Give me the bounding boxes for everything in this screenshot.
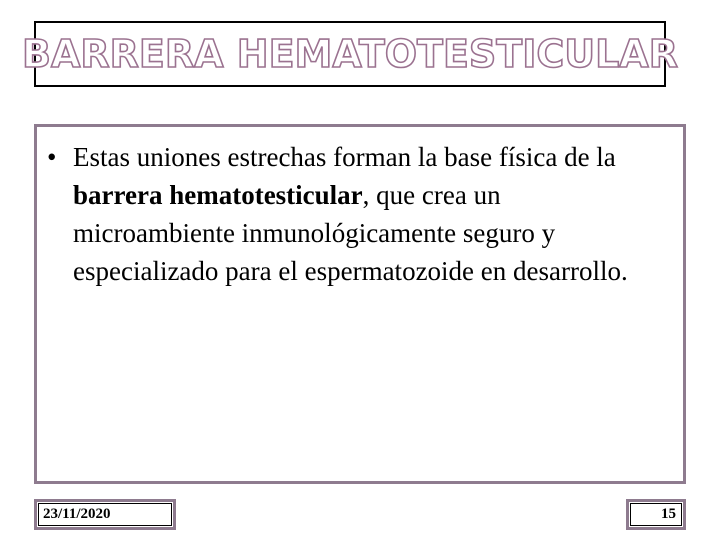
content-box [34,124,686,484]
slide-title-box [22,21,678,87]
footer-date: 23/11/2020 [43,506,111,522]
footer-date-box [34,499,176,530]
bullet-text-start: Estas uniones estrechas forman la base física de la [73,142,616,172]
page-number: 15 [661,506,676,522]
footer-page-box [626,499,686,530]
bullet-icon: • [47,142,57,172]
bullet-text-end: , que crea un microambiente inmunológicamente seguro y especializado para el espermatozoide en desarrollo. [73,180,628,286]
bullet-item [47,138,667,290]
slide-title: BARRERA HEMATOTESTICULAR [22,32,678,76]
bullet-text [73,138,667,290]
bullet-text-bold: barrera hematotesticular [73,180,363,210]
